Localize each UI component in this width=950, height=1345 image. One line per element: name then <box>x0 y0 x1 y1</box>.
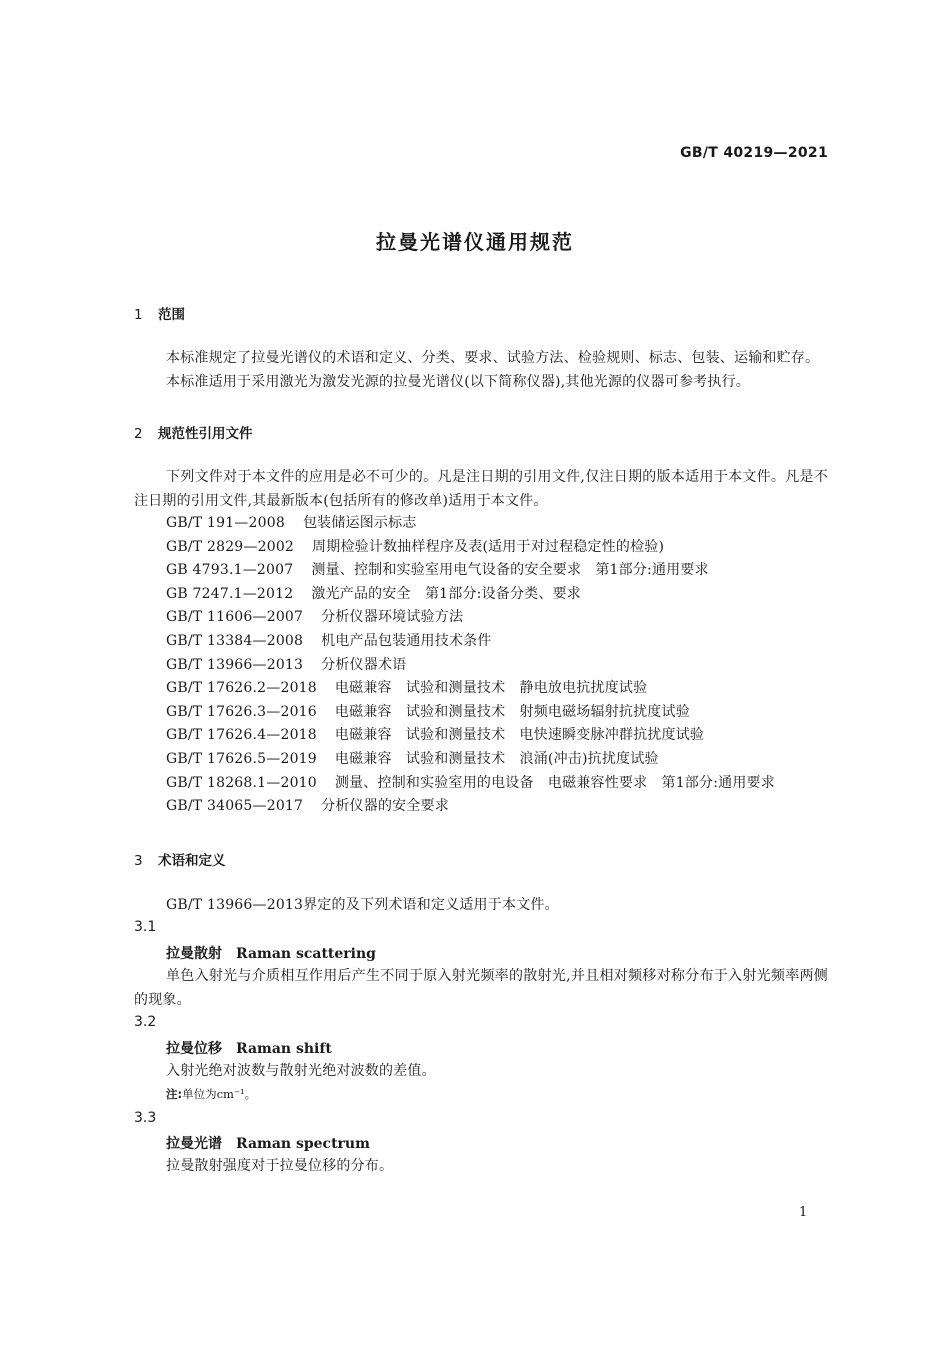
term-zh: 拉曼光谱 <box>166 1136 222 1152</box>
term-en: Raman scattering <box>236 946 376 962</box>
term-name <box>166 1038 332 1058</box>
reference-code: GB/T 13384—2008 <box>166 632 304 649</box>
reference-title: 电磁兼容 试验和测量技术 电快速瞬变脉冲群抗扰度试验 <box>334 727 705 744</box>
term-zh: 拉曼散射 <box>166 946 222 962</box>
reference-item <box>166 512 775 536</box>
section-title: 范围 <box>158 307 185 323</box>
reference-code: GB/T 18268.1—2010 <box>166 774 317 791</box>
reference-title: 分析仪器术语 <box>321 656 407 673</box>
section-heading-terms <box>134 849 226 869</box>
scope-paragraph-1: 本标准规定了拉曼光谱仪的术语和定义、分类、要求、试验方法、检验规则、标志、包装、运输和贮存。 <box>166 350 820 366</box>
term-number: 3.3 <box>134 1110 157 1126</box>
reference-title: 电磁兼容 试验和测量技术 浪涌(冲击)抗扰度试验 <box>334 750 659 767</box>
reference-item <box>166 606 775 630</box>
reference-title: 分析仪器环境试验方法 <box>321 609 464 626</box>
reference-code: GB/T 17626.4—2018 <box>166 727 317 744</box>
scope-paragraph-2: 本标准适用于采用激光为激发光源的拉曼光谱仪(以下简称仪器),其他光源的仪器可参考执行。 <box>166 374 750 390</box>
reference-code: GB 7247.1—2012 <box>166 585 294 602</box>
reference-code: GB 4793.1—2007 <box>166 562 294 579</box>
term-en: Raman shift <box>236 1041 332 1057</box>
reference-item <box>166 677 775 701</box>
term-zh: 拉曼位移 <box>166 1041 222 1057</box>
reference-title: 测量、控制和实验室用电气设备的安全要求 第1部分:通用要求 <box>311 562 709 579</box>
section-heading-scope <box>134 303 185 323</box>
term-en: Raman spectrum <box>236 1136 370 1152</box>
reference-title: 测量、控制和实验室用的电设备 电磁兼容性要求 第1部分:通用要求 <box>334 774 775 791</box>
term-number: 3.2 <box>134 1014 157 1030</box>
reference-code: GB/T 2829—2002 <box>166 538 295 555</box>
reference-item <box>166 583 775 607</box>
reference-item <box>166 701 775 725</box>
note-text: 单位为cm⁻¹。 <box>182 1087 257 1101</box>
document-title: 拉曼光谱仪通用规范 <box>376 230 574 254</box>
reference-code: GB/T 17626.5—2019 <box>166 750 317 767</box>
term-note <box>166 1086 256 1102</box>
reference-code: GB/T 11606—2007 <box>166 609 304 626</box>
terms-intro: GB/T 13966—2013界定的及下列术语和定义适用于本文件。 <box>166 897 559 913</box>
term-definition: 拉曼散射强度对于拉曼位移的分布。 <box>166 1158 394 1174</box>
reference-title: 激光产品的安全 第1部分:设备分类、要求 <box>311 585 581 602</box>
section-number: 3 <box>134 853 143 869</box>
term-name <box>166 1133 370 1153</box>
references-intro: 下列文件对于本文件的应用是必不可少的。凡是注日期的引用文件,仅注日期的版本适用于本文件。凡是不注日期的引用文件,其最新版本(包括所有的修改单)适用于本文件。 <box>134 469 828 509</box>
reference-code: GB/T 17626.3—2016 <box>166 703 317 720</box>
reference-item <box>166 772 775 796</box>
reference-code: GB/T 17626.2—2018 <box>166 680 317 697</box>
reference-item <box>166 559 775 583</box>
reference-title: 电磁兼容 试验和测量技术 静电放电抗扰度试验 <box>334 680 648 697</box>
reference-title: 分析仪器的安全要求 <box>321 798 449 815</box>
standard-code: GB/T 40219—2021 <box>680 145 828 161</box>
section-heading-references <box>134 422 253 442</box>
term-definition: 单色入射光与介质相互作用后产生不同于原入射光频率的散射光,并且相对频移对称分布于入射光频率两侧的现象。 <box>134 968 828 1008</box>
reference-item <box>166 536 775 560</box>
reference-title: 电磁兼容 试验和测量技术 射频电磁场辐射抗扰度试验 <box>334 703 690 720</box>
reference-code: GB/T 191—2008 <box>166 515 285 531</box>
reference-title: 包装储运图示标志 <box>302 515 417 531</box>
section-title: 术语和定义 <box>158 853 226 869</box>
section-title: 规范性引用文件 <box>158 426 253 442</box>
reference-code: GB/T 13966—2013 <box>166 656 304 673</box>
reference-item <box>166 654 775 678</box>
reference-title: 周期检验计数抽样程序及表(适用于对过程稳定性的检验) <box>312 538 665 555</box>
section-number: 1 <box>134 307 143 323</box>
term-definition: 入射光绝对波数与散射光绝对波数的差值。 <box>166 1063 436 1079</box>
reference-title: 机电产品包装通用技术条件 <box>321 632 492 649</box>
reference-item <box>166 724 775 748</box>
reference-list <box>166 512 775 819</box>
section-number: 2 <box>134 426 143 442</box>
reference-code: GB/T 34065—2017 <box>166 798 304 815</box>
note-label: 注: <box>166 1087 183 1101</box>
reference-item <box>166 748 775 772</box>
reference-item <box>166 795 775 819</box>
term-name <box>166 943 376 963</box>
reference-item <box>166 630 775 654</box>
page-number: 1 <box>799 1205 808 1220</box>
term-number: 3.1 <box>134 919 157 935</box>
